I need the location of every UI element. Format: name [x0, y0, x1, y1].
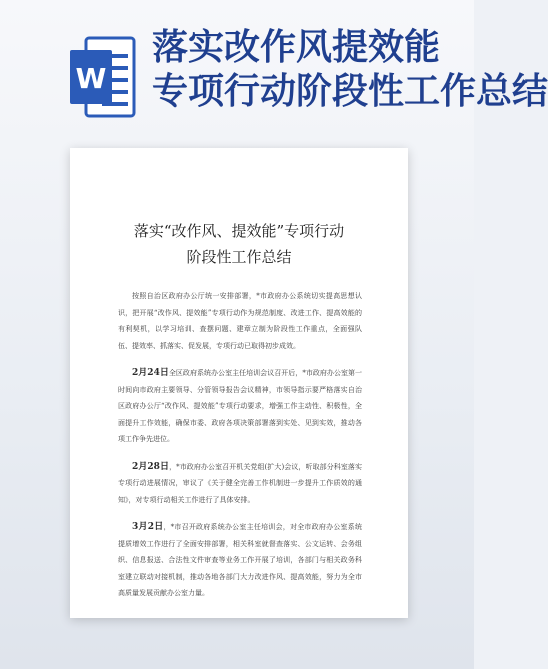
paragraph [118, 519, 362, 602]
hero-title-line1: 落实改作风提效能 [152, 27, 441, 68]
paragraph-text: ，*市召开政府系统办公室主任培训会，对全市政府办公室系统提质增效工作进行了全面安排部署，相关科室就督查落实、公文运转、会务组织、信息报送、合法性文件审查等业务工作开展了培训，各部门与相关政务科室建立联动对接机制，推动各地各部门大力改进作风、提高效能，努力为全市高质量发展贡献办公室力量。 [118, 523, 363, 597]
word-icon-letter: W [75, 62, 107, 95]
hero-title [152, 26, 548, 114]
paragraph [118, 365, 362, 448]
paragraph-text: 按照自治区政府办公厅统一安排部署，*市政府办公系统切实提高思想认识，把开展“改作风、提效能”专项行动作为规范制度、改进工作、提高效能的有利契机，以学习培训、查摆问题、建章立制为阶段性工作重点，全面强队伍、提效率、抓落实、促发展，专项行动已取得初步成效。 [118, 292, 362, 350]
hero-title-line2: 专项行动阶段性工作总结 [152, 71, 548, 112]
document-title [70, 218, 408, 270]
document-title-line2: 阶段性工作总结 [186, 248, 292, 266]
paragraph-text: ，*市政府办公室召开机关党组(扩大)会议，听取部分科室落实专项行动进展情况，审议了《关于健全完善工作机制进一步提升工作质效的通知》，对专项行动相关工作进行了具体安排。 [118, 462, 362, 504]
document-title-line1: 落实“改作风、提效能”专项行动 [133, 222, 345, 240]
document-page [70, 148, 408, 618]
document-body [118, 288, 362, 613]
paragraph-date: 2月28日 [132, 461, 170, 472]
paragraph [118, 459, 362, 509]
word-icon [68, 34, 136, 120]
paragraph-date: 2月24日 [132, 368, 169, 378]
paragraph-text: 全区政府系统办公室主任培训会议召开后，*市政府办公室第一时间向市政府主要领导、分管领导报告会议精神，市领导指示要严格落实自治区政府办公厅“改作风、提效能”专项行动要求，增强工作主动性、积极性，全面提升工作效能，确保市委、政府各项决策部署落到实处、见到实效，推动各项工作争先进位。 [118, 369, 363, 443]
paragraph [118, 288, 362, 354]
paragraph-date: 3月2日 [132, 522, 164, 532]
